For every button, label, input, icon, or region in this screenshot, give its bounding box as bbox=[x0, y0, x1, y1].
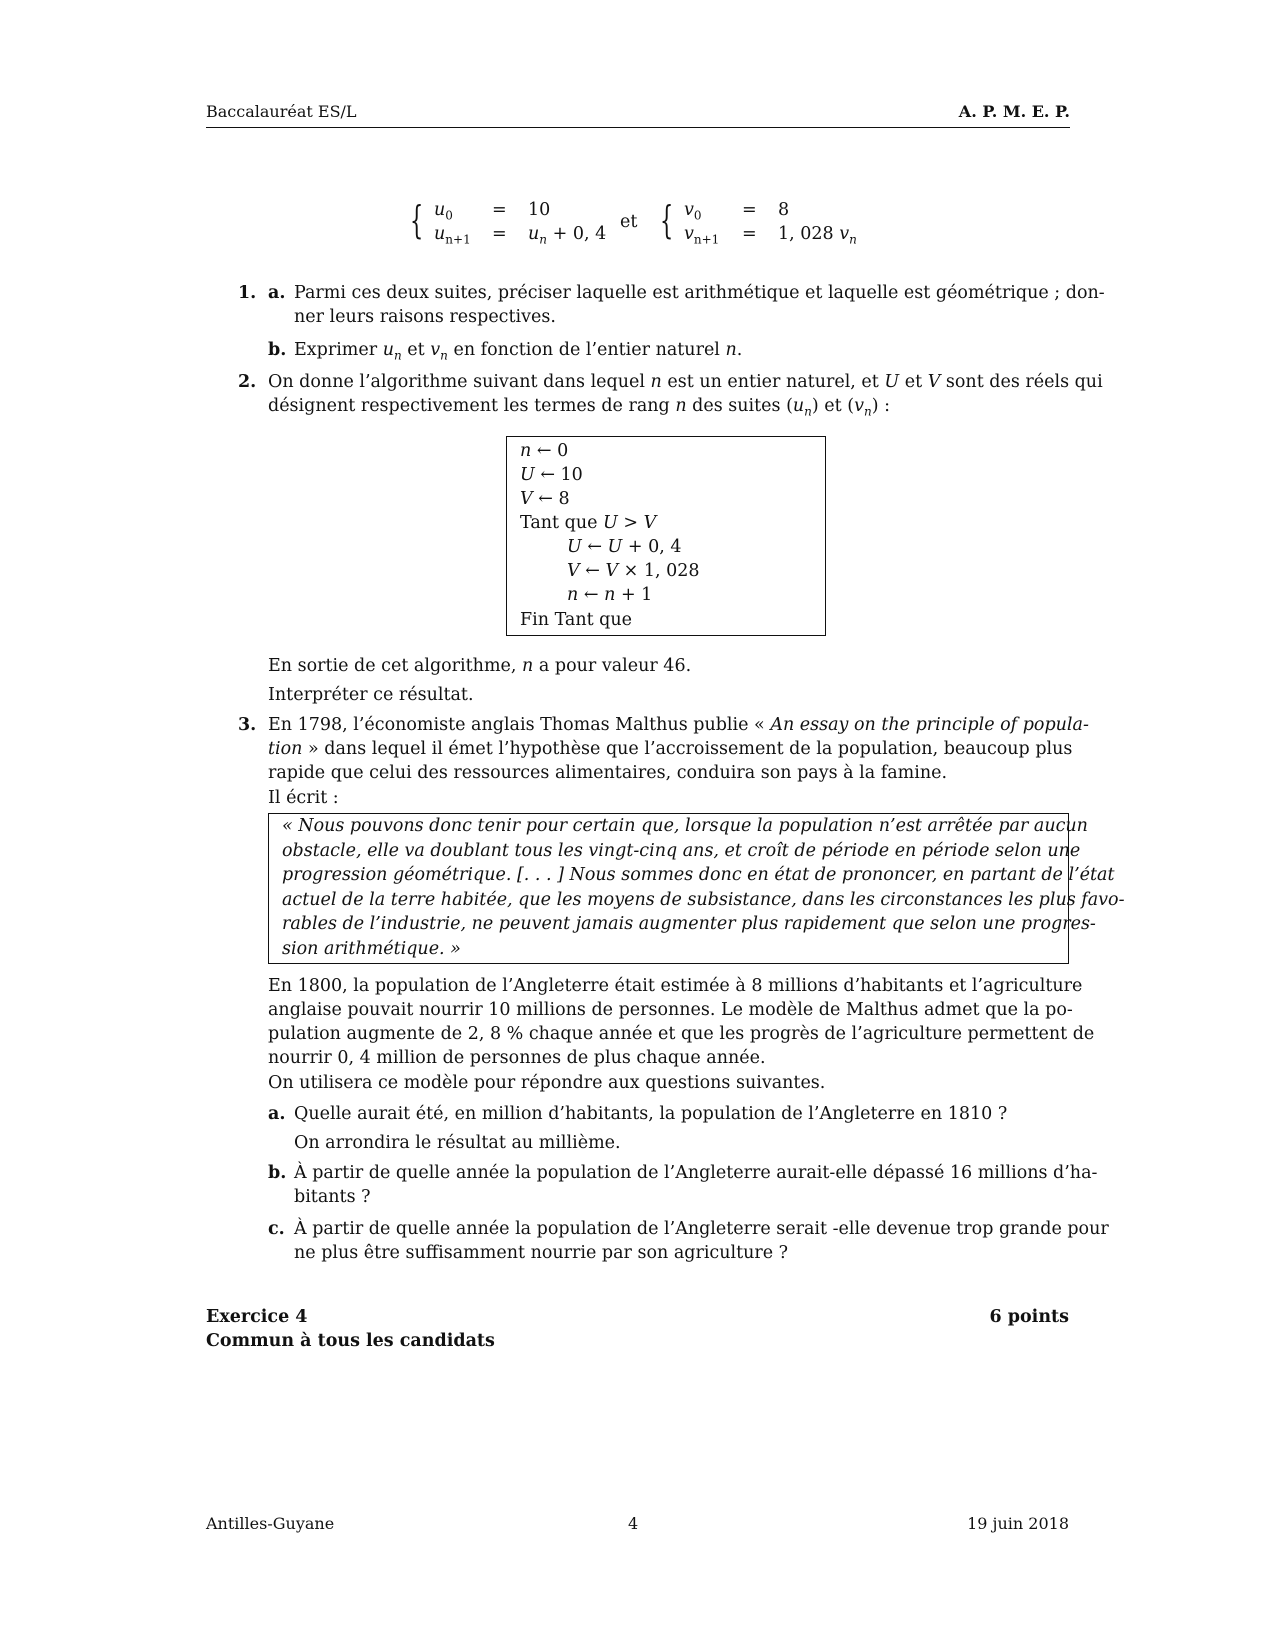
q3-c-text-1: À partir de quelle année la population de l’Angleterre serait -elle devenue trop grande pour bbox=[294, 1219, 1109, 1239]
q3-para-4: nourrir 0, 4 million de personnes de plus chaque année. bbox=[268, 1048, 766, 1068]
un-recurrence: + 0, 4 bbox=[552, 224, 607, 244]
quote-line: progression géométrique. [. . . ] Nous sommes donc en état de prononcer, en partant de l’état bbox=[282, 865, 1115, 885]
exercise-points: 6 points bbox=[989, 1307, 1069, 1327]
q3-para-2: anglaise pouvait nourrir 10 millions de personnes. Le modèle de Malthus admet que la po- bbox=[268, 1000, 1073, 1020]
sequence-u-definition: { $u_0$ = 10 $u_{n+1}$ = $u_n + 0$, 4 bbox=[410, 198, 607, 247]
q1-a-text-2: ner leurs raisons respectives. bbox=[294, 307, 556, 327]
header-left: Baccalauréat ES/L bbox=[206, 102, 357, 121]
q3-intro-3: rapide que celui des ressources alimentaires, conduira son pays à la famine. bbox=[268, 763, 948, 783]
header-right: A. P. M. E. P. bbox=[958, 102, 1070, 121]
q3-para-3: pulation augmente de 2, 8 % chaque année et que les progrès de l’agriculture permettent de bbox=[268, 1024, 1095, 1044]
q3-a-text-2: On arrondira le résultat au millième. bbox=[294, 1133, 621, 1153]
quote-line: obstacle, elle va doublant tous les vingt-cinq ans, et croît de période en période selon une bbox=[282, 840, 1081, 861]
q3-c-text-2: ne plus être suffisamment nourrie par son agriculture ? bbox=[294, 1243, 789, 1263]
page-header bbox=[206, 100, 1070, 128]
question-1-number: 1. bbox=[238, 283, 257, 303]
q3-b-text-2: bitants ? bbox=[294, 1187, 371, 1207]
u0-value: 10 bbox=[528, 200, 551, 220]
q2-result: En sortie de cet algorithme, n a pour valeur 46. bbox=[268, 656, 692, 676]
q3-para-5: On utilisera ce modèle pour répondre aux questions suivantes. bbox=[268, 1073, 826, 1093]
quote-line: actuel de la terre habitée, que les moyens de subsistance, dans les circonstances les plus favo- bbox=[282, 889, 1125, 910]
q3-b-label: b. bbox=[268, 1163, 287, 1183]
left-brace-icon: { bbox=[660, 198, 674, 242]
q2-text-1: On donne l’algorithme suivant dans lequel n est un entier naturel, et U et V sont des réels qui bbox=[268, 372, 1103, 392]
q3-ecrit: Il écrit : bbox=[268, 788, 339, 808]
q3-c-label: c. bbox=[268, 1219, 285, 1239]
q3-intro-2: tion » dans lequel il émet l’hypothèse que l’accroissement de la population, beaucoup plus bbox=[268, 739, 1073, 759]
q1-b-label: b. bbox=[268, 340, 287, 360]
q3-a-text-1: Quelle aurait été, en million d’habitants, la population de l’Angleterre en 1810 ? bbox=[294, 1104, 1008, 1124]
algorithm-box: n ← 0 U ← 10 V ← 8 Tant que U > V U ← U + 0, 4 V ← V × 1, 028 n ← n + 1 Fin Tant que bbox=[506, 436, 826, 636]
q1-a-label: a. bbox=[268, 283, 286, 303]
quote-line: sion arithmétique. » bbox=[282, 938, 461, 959]
vn-recurrence: 1, 028 bbox=[778, 224, 834, 244]
footer-left: Antilles-Guyane bbox=[206, 1514, 335, 1533]
exercise-subtitle: Commun à tous les candidats bbox=[206, 1331, 495, 1351]
footer-date: 19 juin 2018 bbox=[967, 1514, 1069, 1533]
sequence-v-definition: { $v_0$ = 8 $v_{n+1}$ = 1, 028 $v_n$ bbox=[660, 198, 857, 247]
system-connector: et bbox=[620, 212, 638, 232]
q2-interpret: Interpréter ce résultat. bbox=[268, 685, 474, 705]
q3-intro-1: En 1798, l’économiste anglais Thomas Malthus publie « An essay on the principle of popula- bbox=[268, 715, 1089, 735]
question-2-number: 2. bbox=[238, 372, 257, 392]
q2-text-2: désignent respectivement les termes de rang n des suites $(u_n)$ et $(v_n)$ : bbox=[268, 396, 890, 419]
v0-value: 8 bbox=[778, 200, 790, 220]
q1-a-text-1: Parmi ces deux suites, préciser laquelle est arithmétique et laquelle est géométrique ; don- bbox=[294, 283, 1105, 303]
q1-b-text: Exprimer $u_n$ et $v_n$ en fonction de l’entier naturel n. bbox=[294, 340, 743, 363]
left-brace-icon: { bbox=[410, 198, 424, 242]
exercise-title: Exercice 4 bbox=[206, 1307, 308, 1327]
question-3-number: 3. bbox=[238, 715, 257, 735]
quote-line: rables de l’industrie, ne peuvent jamais augmenter plus rapidement que selon une progres- bbox=[282, 914, 1096, 934]
quote-line: « Nous pouvons donc tenir pour certain que, lorsque la population n’est arrêtée par aucun bbox=[282, 816, 1088, 836]
q3-a-label: a. bbox=[268, 1104, 286, 1124]
q3-b-text-1: À partir de quelle année la population de l’Angleterre aurait-elle dépassé 16 millions d’ha- bbox=[294, 1163, 1098, 1183]
page-number: 4 bbox=[628, 1514, 639, 1533]
malthus-quote-box bbox=[268, 813, 1125, 964]
q3-para-1: En 1800, la population de l’Angleterre était estimée à 8 millions d’habitants et l’agriculture bbox=[268, 976, 1083, 996]
